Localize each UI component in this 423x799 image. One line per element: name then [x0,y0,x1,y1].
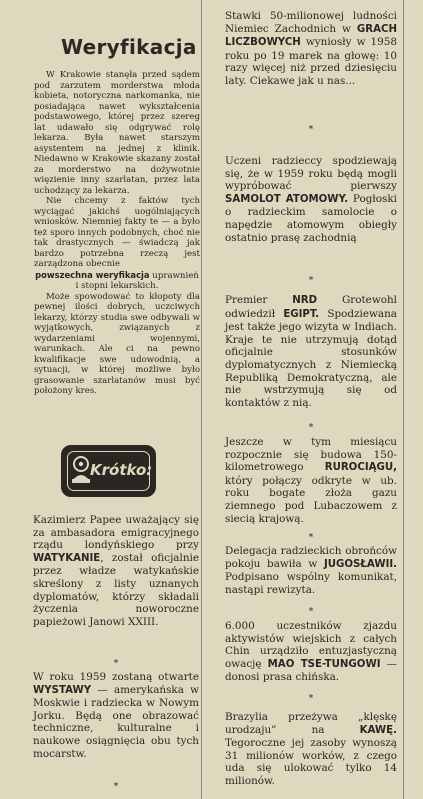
separator-star: * [308,533,314,543]
krotko-label: Krótko: [90,461,153,479]
news-text: Pogłoski o radzieckim samolocie o napędzie atomowym obiegły ostatnio prasę zachodnią [225,192,397,244]
news-item [225,620,397,684]
separator-star: * [113,659,119,669]
column-rule [403,0,404,799]
news-item [225,10,397,88]
news-keyword: WATYKANIE [33,552,101,564]
news-keyword: WYSTAWY [33,684,92,696]
article-paragraph: Nie chcemy z faktów tych wyciągać jakichś uogólniających wniosków. Niemniej fakty te — a było też sporo innych podobnych, choć nie tak drastycznych — świadczą jak bardzo potrzebna rzeczą jest zarządzona obecnie [34,196,200,269]
news-text: Grotewohl odwiedził [225,294,397,320]
news-item [225,711,397,788]
telephone-icon [70,454,92,488]
news-text: Premier [225,294,268,306]
news-text: — donosi prasa chińska. [225,657,397,684]
separator-star: * [308,607,314,617]
article-paragraph-end: uprawnień i stopni lekarskich. [75,270,199,291]
news-text: Uczeni radzieccy spodziewają się, że w 1959 roku będą mogli wypróbować pierwszy [225,155,397,193]
news-item [225,294,397,409]
news-keyword: JUGOSŁAWII. [323,558,398,570]
article-paragraph: W Krakowie stanęła przed sądem pod zarzutem morderstwa młoda kobieta, notoryczna narkomanka, nie posiadająca nawet wykształcenia podstawowego, której przez szereg lat udawało się odgrywać rolę lekarza. Była nawet starszym asystentem na jednej z klinik. Niedawno w Krakowie skazany został za morderstwo na dożywotnie więzienie inny szarlatan, przez lata uchodzący za lekarza. [34,70,200,196]
news-text: Jeszcze w tym miesiącu rozpocznie się budowa 150-kilometrowego [225,436,397,474]
article-body [34,70,200,397]
column-rule [201,0,202,799]
separator-star: * [308,423,314,433]
separator-star: * [113,782,119,792]
news-text: wyniosły w 1958 roku po 19 marek na głowę: 10 razy więcej niż przed dziesięciu laty. Ciekawe jak u nas... [225,36,397,87]
news-item [33,671,199,760]
article-headline: Weryfikacja [61,35,197,59]
news-text: który połączy odkryte w ub. roku bogate złoża gazu ziemnego pod Lubaczowem z siecią krajową. [225,474,397,525]
news-keyword: GRACH LICZBOWYCH [225,23,397,49]
news-text: Tegoroczne jej zasoby wynoszą 31 milionów worków, z czego uda się ulokować tylko 14 milionów. [225,737,397,787]
news-text: Delegacja radzieckich obrońców pokoju bawiła w [225,545,397,570]
article-paragraph: Może spowodować to kłopoty dla pewnej ilości dobrych, uczciwych lekarzy, którzy studia swe odbywali w wyjątkowych, związanych z wydarzeniami wojennymi, warunkach. Ale ci na pewno kwalifikacje swe udowodnią, a sytuacji, w której możliwe było grasowanie szarlatanów musi być położony kres. [34,291,200,396]
news-text: Brazylia przeżywa „klęskę urodzaju” na [225,711,397,736]
news-keyword: EGIPT. [283,308,320,320]
news-item [225,436,397,525]
news-keyword: RUROCIĄGU, [324,462,397,474]
news-text: — amerykańska w Moskwie i radziecka w Nowym Jorku. Będą one obrazować techniczne, kulturalne i naukowe osiągnięcia obu tych mocarstw. [33,683,199,760]
news-item [33,514,199,628]
news-text: W roku 1959 zostaną otwarte [33,671,199,683]
separator-star: * [308,276,314,286]
news-text: 6.000 uczestników zjazdu aktywistów wiejskich z całych Chin urządziło entuzjastyczną owację [225,620,397,670]
news-text: Stawki 50-milionowej ludności Niemiec Zachodnich w [225,10,397,35]
news-item [225,545,397,596]
news-keyword: SAMOLOT ATOMOWY. [225,193,349,205]
news-text: , został oficjalnie przez władze watykańskie skreślony z listy uznanych dyplomatów, którzy składali życzenia noworoczne papieżowi Janowi XXIII. [33,551,199,628]
news-keyword: KAWĘ. [359,724,397,736]
separator-star: * [308,125,314,135]
separator-star: * [308,694,314,704]
news-keyword: NRD [292,295,318,306]
news-text: Kazimierz Papee uważający się za ambasadora emigracyjnego rządu londyńskiego przy [33,514,199,552]
news-keyword: MAO TSE-TUNGOWI [267,658,381,670]
krotko-logo [61,445,156,497]
news-item [225,155,397,244]
article-paragraph [34,270,200,292]
news-text: Spodziewana jest także jego wizyta w Indiach. Kraje te nie utrzymują dotąd oficjalnie stosunków dyplomatycznych z Niemiecką Republiką Demokratyczną, ale nie wstrzymują się od kontaktów z nią. [225,307,397,409]
news-text: Podpisano wspólny komunikat, nastąpi rewizyta. [225,571,397,596]
article-emphasis: powszechna weryfikacja [35,269,150,280]
